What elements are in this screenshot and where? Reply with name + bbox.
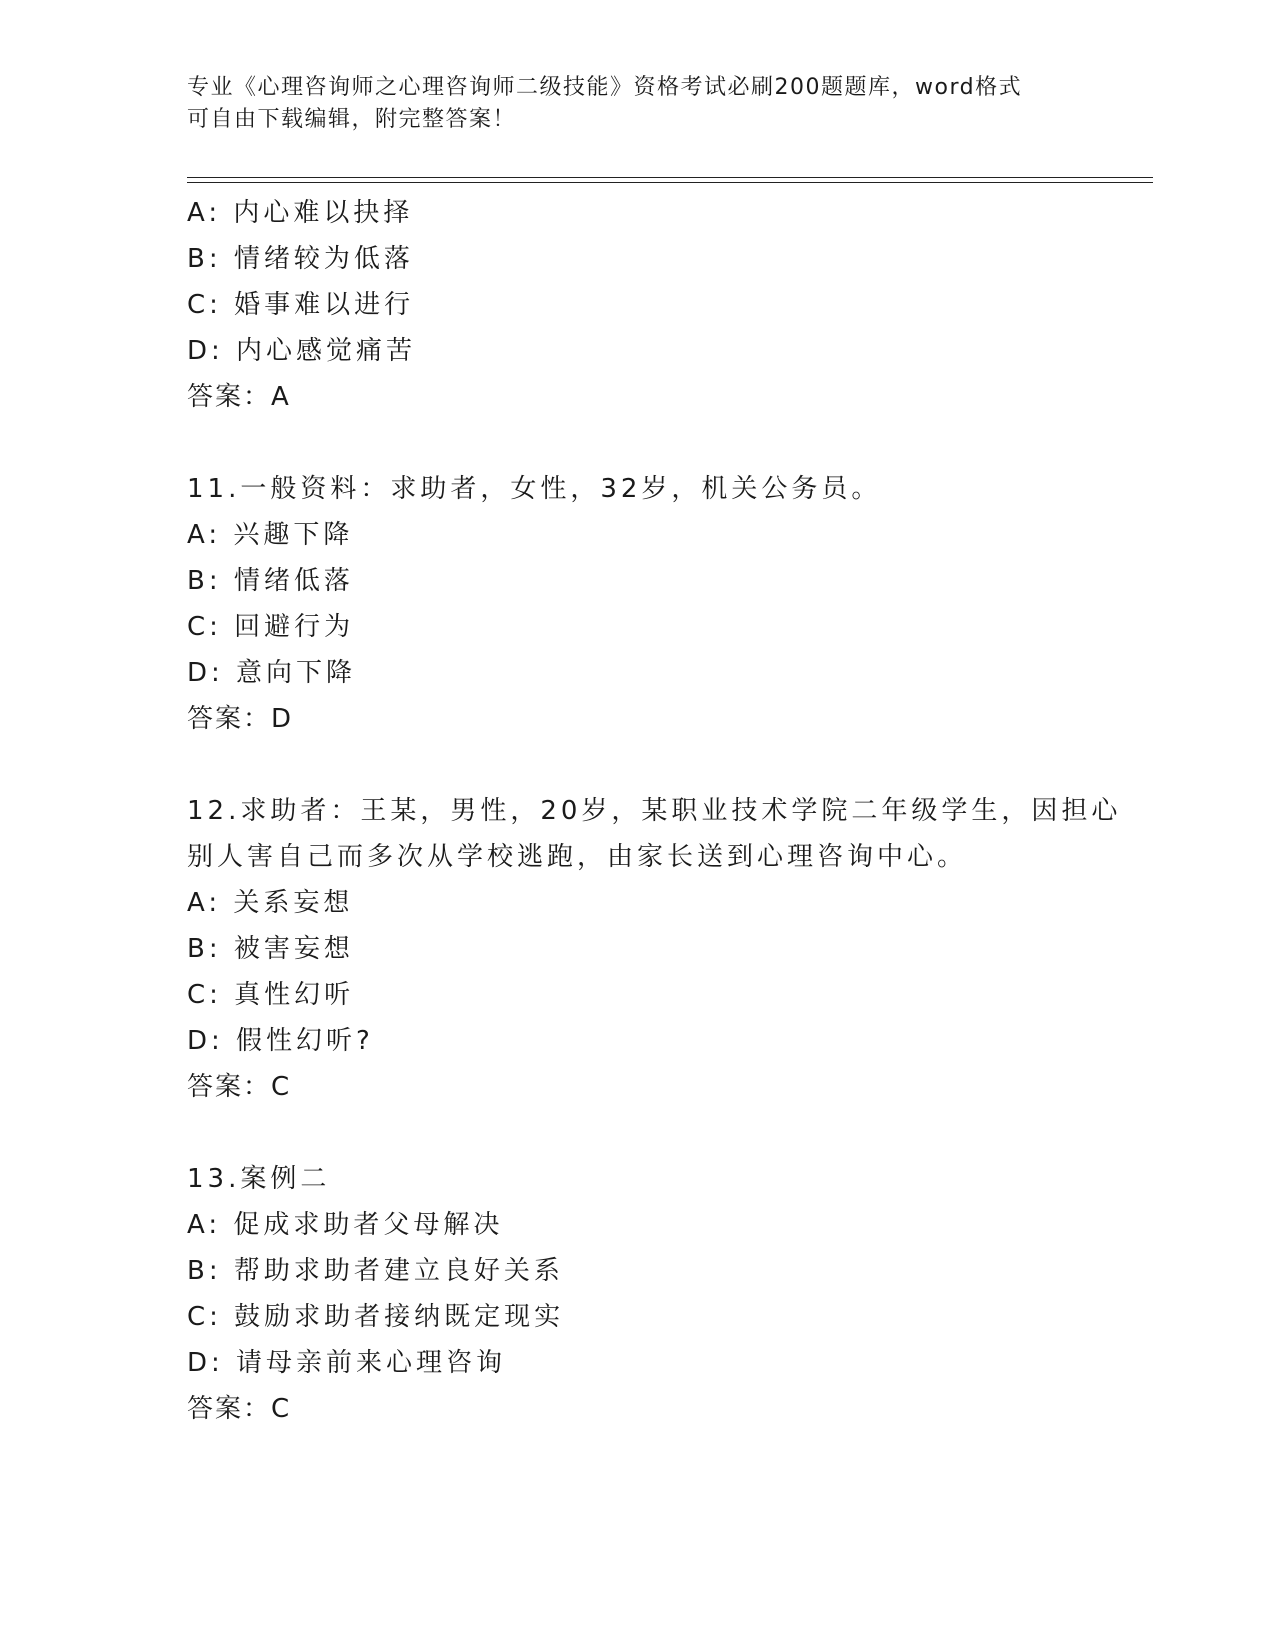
option-d: D: 请母亲前来心理咨询	[187, 1348, 507, 1378]
question-10	[187, 190, 1147, 420]
question-stem: 11.一般资料：求助者，女性，32岁，机关公务员。	[187, 474, 882, 504]
answer: 答案：C	[187, 1394, 292, 1424]
option-a: A: 内心难以抉择	[187, 198, 414, 228]
option-d: D: 内心感觉痛苦	[187, 336, 417, 366]
option-c: C: 真性幻听	[187, 980, 355, 1010]
spacer	[187, 420, 1147, 466]
header-divider-top	[187, 177, 1153, 178]
question-13	[187, 1156, 1147, 1432]
option-a: A: 促成求助者父母解决	[187, 1210, 504, 1240]
option-c: C: 鼓励求助者接纳既定现实	[187, 1302, 565, 1332]
question-stem-line-1: 12.求助者：王某，男性，20岁，某职业技术学院二年级学生，因担心	[187, 796, 1122, 826]
option-c: C: 婚事难以进行	[187, 290, 415, 320]
option-c: C: 回避行为	[187, 612, 355, 642]
question-stem: 13.案例二	[187, 1164, 331, 1194]
answer: 答案：C	[187, 1072, 292, 1102]
document-header	[187, 72, 1087, 136]
header-line-2: 可自由下载编辑，附完整答案！	[187, 107, 517, 132]
question-stem-line-2: 别人害自己而多次从学校逃跑，由家长送到心理咨询中心。	[187, 842, 968, 872]
spacer	[187, 742, 1147, 788]
option-a: A: 兴趣下降	[187, 520, 354, 550]
option-b: B: 情绪低落	[187, 566, 354, 596]
option-b: B: 被害妄想	[187, 934, 354, 964]
question-12	[187, 788, 1147, 1110]
answer: 答案：A	[187, 382, 291, 412]
header-line-1: 专业《心理咨询师之心理咨询师二级技能》资格考试必刷200题题库，word格式	[187, 75, 1023, 100]
header-divider-bottom	[187, 182, 1153, 183]
option-d: D: 意向下降	[187, 658, 357, 688]
option-b: B: 情绪较为低落	[187, 244, 414, 274]
question-stem	[187, 788, 1147, 880]
question-11	[187, 466, 1147, 742]
answer: 答案：D	[187, 704, 294, 734]
option-a: A: 关系妄想	[187, 888, 354, 918]
option-d: D: 假性幻听?	[187, 1026, 374, 1056]
option-b: B: 帮助求助者建立良好关系	[187, 1256, 564, 1286]
spacer	[187, 1110, 1147, 1156]
question-list	[187, 190, 1147, 1432]
